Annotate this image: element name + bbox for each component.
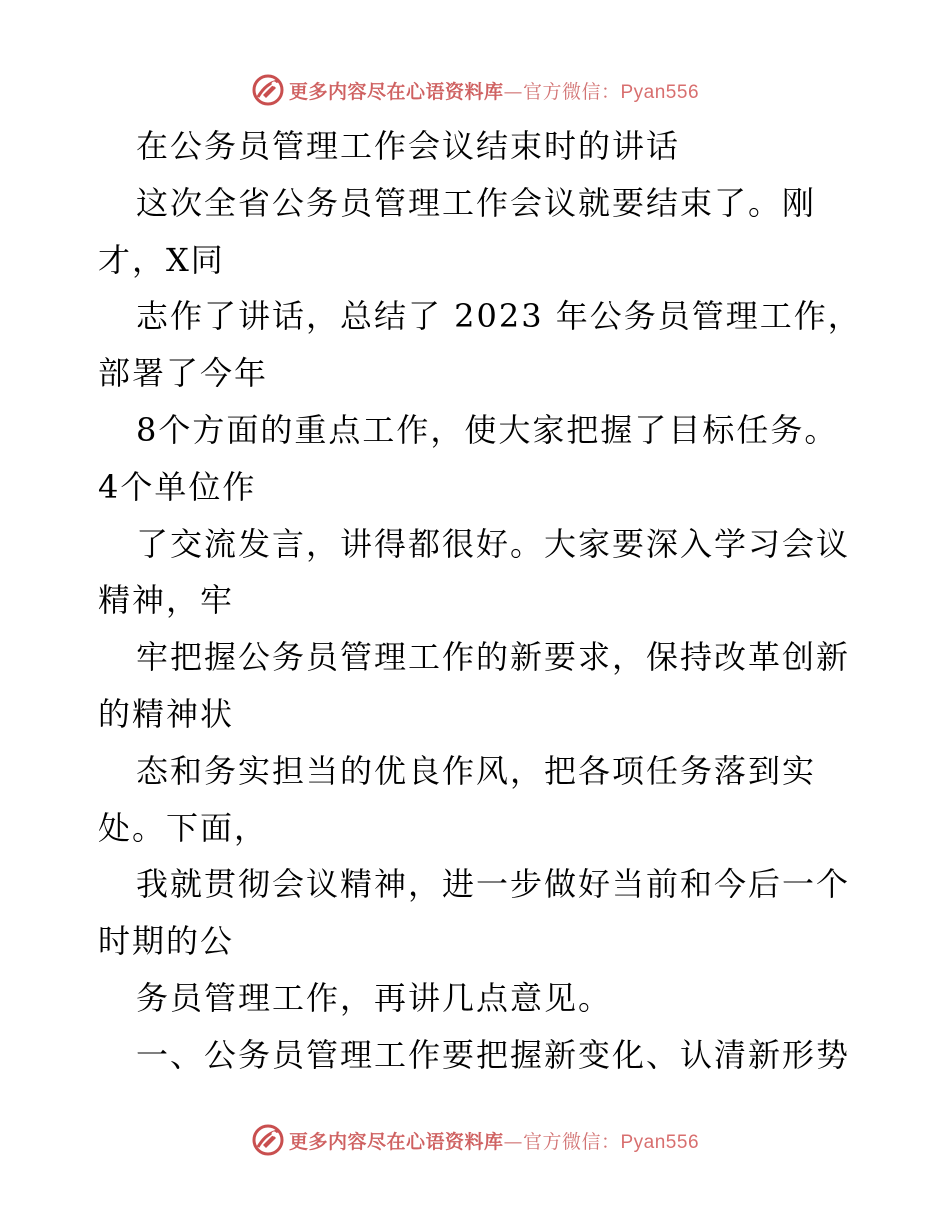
footer-watermark [0, 1120, 950, 1160]
text-line: 牢把握公务员管理工作的新要求，保持改革创新 [136, 638, 851, 677]
header-watermark [0, 70, 950, 110]
text-line: 部署了今年 [98, 354, 269, 393]
text-line: 一、公务员管理工作要把握新变化、认清新形势 [136, 1035, 851, 1074]
text-line: 了交流发言，讲得都很好。大家要深入学习会议 [136, 524, 851, 563]
document-body [98, 118, 862, 1084]
watermark-dash: — [503, 1130, 523, 1153]
brand-logo-icon [251, 1123, 285, 1157]
text-line: 的精神状 [98, 694, 235, 733]
brand-logo-icon [251, 73, 285, 107]
text-line: 精神，牢 [98, 581, 235, 620]
watermark-wechat-id: Pyan556 [620, 1131, 700, 1153]
watermark-dash: — [503, 80, 523, 103]
document-title: 在公务员管理工作会议结束时的讲话 [136, 127, 681, 165]
text-line: 这次全省公务员管理工作会议就要结束了。刚 [136, 183, 817, 222]
text-line: 务员管理工作，再讲几点意见。 [136, 978, 613, 1017]
watermark-wechat-label: 官方微信： [522, 80, 621, 103]
watermark-main-text: 更多内容尽在心语资料库 [288, 80, 504, 103]
text-line: 才，X同 [98, 240, 225, 279]
text-line: 态和务实担当的优良作风，把各项任务落到实 [136, 751, 817, 790]
text-line: 志作了讲话，总结了 2023 年公务员管理工作， [136, 297, 862, 336]
watermark-wechat-id: Pyan556 [620, 81, 700, 103]
text-line: 时期的公 [98, 922, 235, 961]
text-line: 处。下面， [98, 808, 269, 847]
text-line: 我就贯彻会议精神，进一步做好当前和今后一个 [136, 865, 851, 904]
text-line: 8个方面的重点工作，使大家把握了目标任务。 [136, 410, 839, 449]
watermark-main-text: 更多内容尽在心语资料库 [288, 1130, 504, 1153]
text-line: 4个单位作 [98, 467, 257, 506]
watermark-wechat-label: 官方微信： [522, 1130, 621, 1153]
